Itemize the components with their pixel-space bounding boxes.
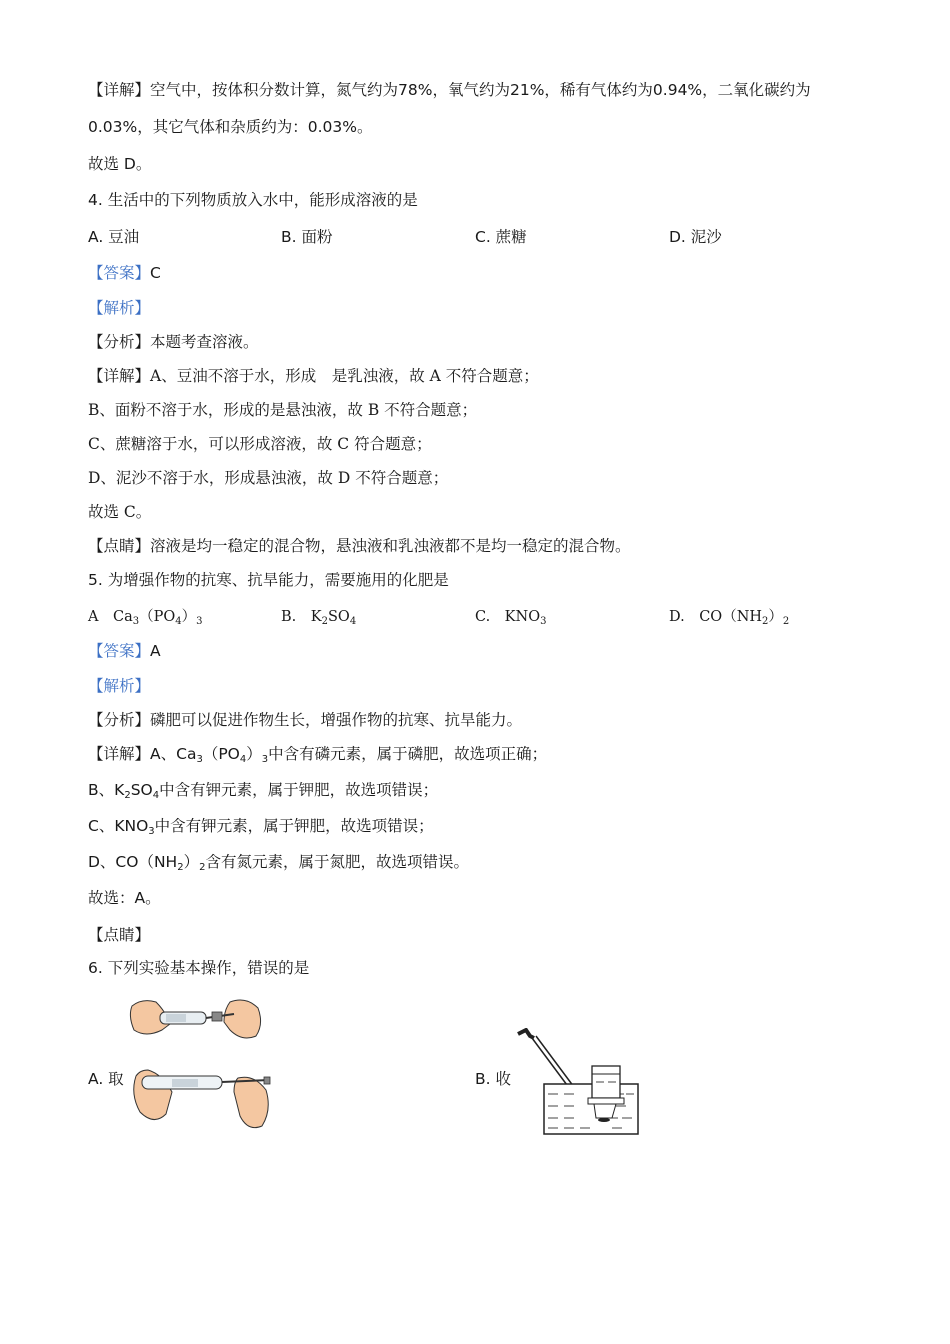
q5-analysis-label: 【解析】 — [88, 677, 151, 695]
q4-detail-d: D、泥沙不溶于水，形成悬浊液，故 D 不符合题意； — [88, 469, 449, 487]
q4-detail-a: 【详解】A、豆油不溶于水，形成 是乳浊液，故 A 不符合题意； — [88, 367, 539, 385]
q5-answer: 【答案】A — [88, 642, 161, 660]
q5-detail-a: 【详解】A、$Ca_3(PO_4)_3$中含有磷元素，属于磷肥，故选项正确； — [88, 745, 548, 765]
q5-detail-c: C、$KNO_3$中含有钾元素，属于钾肥，故选项错误； — [88, 817, 434, 837]
q5-option-a: A $Ca_3(PO_4)_3$ — [88, 609, 203, 627]
q5-conclusion: 故选：A。 — [88, 889, 161, 907]
q5-option-c: C. $KNO_3$ — [475, 609, 547, 627]
q4-dianjing: 【点睛】溶液是均一稳定的混合物，悬浊液和乳浊液都不是均一稳定的混合物。 — [88, 537, 631, 555]
q4-stem: 4. 生活中的下列物质放入水中，能形成溶液的是 — [88, 191, 418, 209]
q5-stem: 5. 为增强作物的抗寒、抗旱能力，需要施用的化肥是 — [88, 571, 449, 589]
gas-collection-illustration — [512, 1028, 642, 1136]
q4-conclusion: 故选 C。 — [88, 503, 152, 521]
q5-detail-d: D、$CO(NH_2)_2$含有氮元素，属于氮肥，故选项错误。 — [88, 853, 469, 873]
q4-detail-b: B、面粉不溶于水，形成的是悬浊液，故 B 不符合题意； — [88, 401, 478, 419]
q3-conclusion: 故选 D。 — [88, 155, 152, 173]
test-tube-hands-illustration — [126, 994, 276, 1136]
q5-fenxi: 【分析】磷肥可以促进作物生长，增强作物的抗寒、抗旱能力。 — [88, 711, 523, 729]
q6-option-b-label: B. 收 — [475, 1070, 511, 1088]
q5-detail-b: B、$K_2SO_4$中含有钾元素，属于钾肥，故选项错误； — [88, 781, 439, 801]
q4-option-b: B. 面粉 — [281, 228, 333, 246]
q4-detail-c: C、蔗糖溶于水，可以形成溶液，故 C 符合题意； — [88, 435, 432, 453]
q4-option-c: C. 蔗糖 — [475, 228, 527, 246]
q3-detail-line1: 【详解】空气中，按体积分数计算，氮气约为78%，氧气约为21%，稀有气体约为0.94%，二氧化碳约为 — [88, 81, 811, 99]
q5-dianjing: 【点睛】 — [88, 926, 151, 944]
q4-fenxi: 【分析】本题考查溶液。 — [88, 333, 259, 351]
q4-option-a: A. 豆油 — [88, 228, 140, 246]
q5-option-d: D. $CO(NH_2)_2$ — [669, 609, 790, 627]
q4-answer: 【答案】C — [88, 264, 161, 282]
q4-option-d: D. 泥沙 — [669, 228, 722, 246]
q5-option-b: B. $K_2SO_4$ — [281, 609, 357, 627]
q4-analysis-label: 【解析】 — [88, 299, 151, 317]
q6-option-a-label: A. 取 — [88, 1070, 124, 1088]
q3-detail-line2: 0.03%，其它气体和杂质约为：0.03%。 — [88, 118, 373, 136]
detail-label: 【详解】 — [88, 81, 151, 99]
answer-label: 【答案】 — [88, 264, 151, 282]
q6-stem: 6. 下列实验基本操作，错误的是 — [88, 959, 310, 977]
